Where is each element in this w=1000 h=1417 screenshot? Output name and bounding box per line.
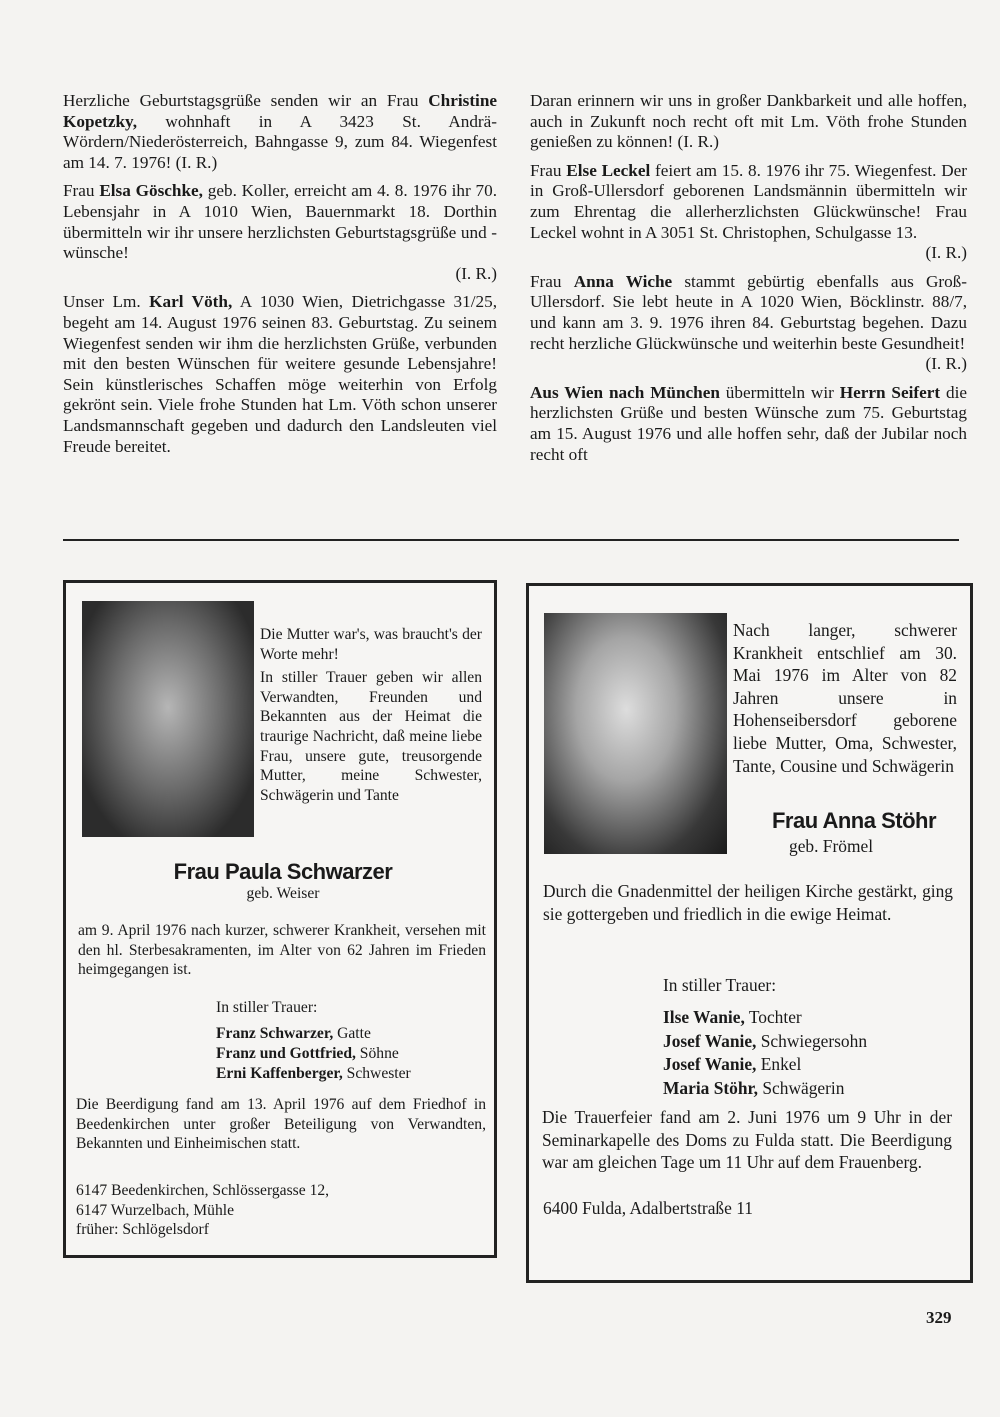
mourner-name: Ilse Wanie,	[663, 1007, 745, 1027]
paragraph	[530, 272, 967, 354]
text-run: (I. R.)	[925, 354, 967, 374]
funeral-text: Die Beerdigung fand am 13. April 1976 auf dem Friedhof in Beedenkirchen unter großer Beteiligung von Verwandten, Bekannten und Einheimischen statt.	[76, 1096, 486, 1153]
paragraph	[63, 91, 497, 173]
mourner-name: Franz Schwarzer,	[216, 1025, 334, 1042]
deceased-name: Frau Anna Stöhr	[771, 808, 937, 833]
bold-name: Herrn Seifert	[839, 382, 941, 402]
divider	[63, 539, 959, 541]
text-run: Frau	[63, 181, 100, 201]
mourner-relation: Söhne	[355, 1045, 399, 1062]
mourning-label: In stiller Trauer:	[216, 999, 318, 1016]
paragraph	[530, 383, 967, 465]
bold-name: Elsa Göschke,	[99, 181, 203, 201]
mourner-name: Josef Wanie,	[663, 1030, 757, 1051]
mourner-relation: Schwester	[342, 1065, 411, 1082]
paragraph	[63, 264, 497, 285]
portrait-photo	[82, 601, 254, 837]
death-text: am 9. April 1976 nach kurzer, schwerer Krankheit, versehen mit den hl. Sterbesakramenten, im Alter von 62 Jahren im Frieden heimgegangen ist.	[78, 922, 486, 979]
funeral-text: Die Trauerfeier fand am 2. Juni 1976 um 9 Uhr in der Seminarkapelle des Doms zu Fulda statt. Die Beerdigung war am gleichen Tage um 11 Uhr auf dem Frauenberg.	[542, 1107, 952, 1173]
address: 6400 Fulda, Adalbertstraße 11	[543, 1198, 753, 1218]
paragraph	[530, 91, 967, 153]
intro-text: Nach langer, schwerer Krankheit entschlief am 30. Mai 1976 im Alter von 82 Jahren unsere in Hohenseibersdorf geborene liebe Mutter, Oma, Schwester, Tante, Cousine und Schwägerin	[733, 620, 957, 776]
bold-name: Karl Vöth,	[149, 292, 233, 312]
address-line: 6147 Beedenkirchen, Schlössergasse 12,	[76, 1182, 330, 1199]
text-run: stammt gebürtig ebenfalls aus Groß-Ullersdorf. Sie lebt heute in A 1020 Wien, Böcklinstr. 88/7, und kann am 3. 9. 1976 ihren 84. Geburtstag begehen. Dazu recht herzliche Glückwünsche und weiterhin beste Gesundheit!	[530, 271, 967, 353]
mourner	[216, 1044, 411, 1064]
bold-name: Anna Wiche	[573, 271, 673, 291]
mourner-name: Franz und Gottfried,	[216, 1045, 356, 1062]
death-text: Durch die Gnadenmittel der heiligen Kirche gestärkt, ging sie gottergeben und friedlich in die ewige Heimat.	[543, 881, 953, 924]
mourner-relation: Schwiegersohn	[756, 1030, 868, 1051]
mourner	[216, 1064, 411, 1084]
text-run: Frau	[530, 271, 574, 291]
mourner-relation: Gatte	[333, 1025, 371, 1042]
right-column	[530, 91, 967, 473]
bold-name: Christine Kopetzky,	[63, 91, 497, 131]
mourner	[216, 1024, 411, 1044]
paragraph	[530, 354, 967, 375]
text-run: geb. Koller, erreicht am 4. 8. 1976 ihr 70. Lebensjahr in A 1010 Wien, Bauernmarkt 18. Dorthin übermitteln wir ihr unsere herzlichsten Geburtstagsgrüße und -wünsche!	[63, 181, 497, 263]
obituary-paula-schwarzer	[63, 580, 497, 1258]
mourner-name: Josef Wanie,	[663, 1054, 757, 1074]
text-run: (I. R.)	[455, 263, 497, 283]
mourner-name: Maria Stöhr,	[663, 1077, 759, 1098]
left-column	[63, 91, 497, 465]
mourner-relation: Tochter	[744, 1007, 802, 1027]
intro-text: In stiller Trauer geben wir allen Verwandten, Freunden und Bekannten aus der Heimat die traurige Nachricht, daß meine liebe Frau, unsere gute, treusorgende Mutter, meine Schwester, Schwägerin und Tante	[260, 669, 482, 804]
text-run: A 1030 Wien, Dietrichgasse 31/25, begeht am 14. August 1976 seinen 83. Geburtstag. Zu seinem Wiegenfest senden wir ihm die herzlichsten Grüße, verbunden mit den besten Wünschen für weitere gesunde Lebensjahre! Sein künstlerisches Schaffen möge weiterhin von Erfolg gekrönt sein. Viele frohe Stunden hat Lm. Vöth schon unserer Landsmannschaft gegeben und dadurch den Landsleuten viel Freude bereitet.	[63, 292, 497, 456]
mourner	[663, 1053, 867, 1077]
mourners-list	[663, 1006, 867, 1100]
maiden-name: geb. Weiser	[246, 885, 320, 902]
paragraph	[63, 292, 497, 457]
bold-name: Else Leckel	[566, 160, 651, 180]
mourning-label: In stiller Trauer:	[663, 975, 777, 995]
paragraph	[530, 161, 967, 243]
paragraph	[530, 243, 967, 264]
text-run: (I. R.)	[925, 243, 967, 263]
mourner	[663, 1077, 867, 1101]
text-run: Frau	[530, 160, 567, 180]
text-run: Unser Lm.	[63, 292, 150, 312]
text-run: feiert am 15. 8. 1976 ihr 75. Wiegenfest. Der in Groß-Ullersdorf geborenen Landsmännin übermitteln wir zum Ehrentag die allerherzlichsten Glückwünsche! Frau Leckel wohnt in A 3051 St. Christophen, Schulgasse 13.	[530, 160, 967, 242]
mourners-list	[216, 1024, 411, 1084]
mourner	[663, 1030, 867, 1054]
deceased-name: Frau Paula Schwarzer	[173, 859, 393, 884]
intro-quote: Die Mutter war's, was braucht's der Worte mehr!	[260, 626, 482, 663]
mourner-relation: Schwägerin	[758, 1077, 845, 1098]
mourner-name: Erni Kaffenberger,	[216, 1065, 343, 1082]
text-run: Herzliche Geburtstagsgrüße senden wir an Frau	[63, 91, 429, 110]
text-run: wohnhaft in A 3423 St. Andrä-Wördern/Niederösterreich, Bahngasse 9, zum 84. Wiegenfest am 14. 7. 1976! (I. R.)	[63, 111, 497, 172]
obituary-anna-stoehr	[526, 583, 973, 1283]
portrait-photo	[544, 613, 727, 854]
mourner	[663, 1006, 867, 1030]
bold-name: Aus Wien nach München	[530, 382, 720, 402]
page-number: 329	[926, 1308, 952, 1327]
text-run: übermitteln wir	[719, 382, 840, 402]
address-line: früher: Schlögelsdorf	[76, 1221, 209, 1239]
text-run: Daran erinnern wir uns in großer Dankbarkeit und alle hoffen, auch in Zukunft noch recht oft mit Lm. Vöth frohe Stunden genießen zu können! (I. R.)	[530, 91, 967, 152]
mourner-relation: Enkel	[756, 1054, 802, 1074]
address-line: 6147 Wurzelbach, Mühle	[76, 1201, 235, 1219]
text-run: die herzlichsten Grüße und besten Wünsche zum 75. Geburtstag am 15. August 1976 und alle hoffen sehr, daß der Jubilar noch recht oft	[530, 382, 967, 464]
maiden-name: geb. Frömel	[789, 836, 874, 856]
paragraph	[63, 181, 497, 263]
